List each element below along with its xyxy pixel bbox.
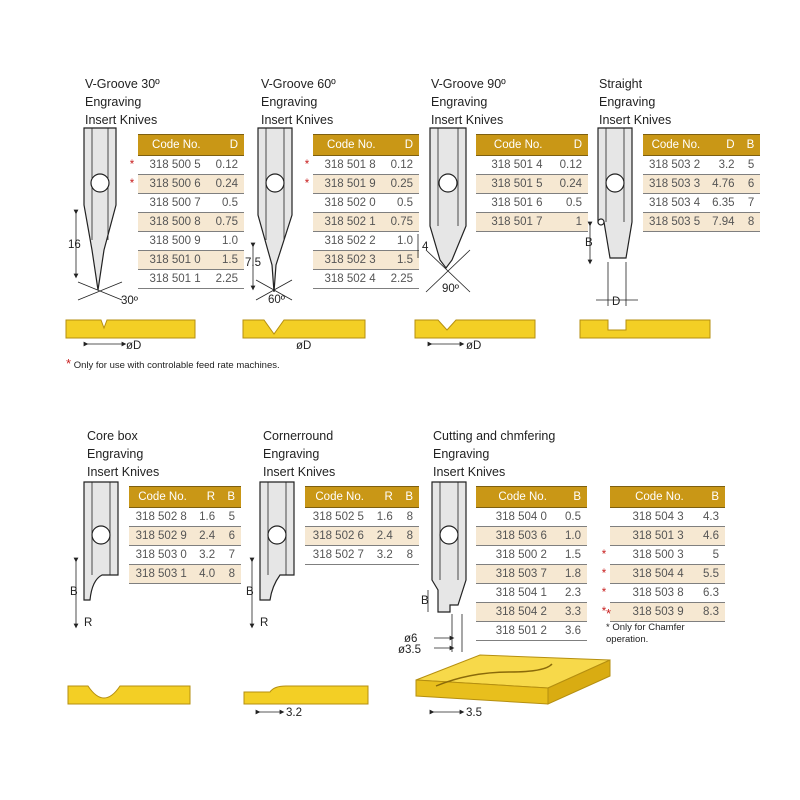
value-cell: 1.0: [553, 527, 587, 546]
groove-vg90: [415, 320, 535, 338]
column-header: Code No.: [305, 487, 370, 508]
dim-r-corebox: R: [84, 617, 93, 629]
code-cell: 318 500 5: [138, 156, 207, 175]
profile-cutting-plate: [416, 655, 610, 704]
value-cell: 0.5: [207, 194, 244, 213]
star-marker: *: [600, 584, 610, 603]
value-cell: 7: [221, 546, 241, 565]
title-vgroove60: V-Groove 60º Engraving Insert Knives: [261, 77, 336, 127]
value-cell: 1.8: [553, 565, 587, 584]
column-header: B: [399, 487, 419, 508]
code-cell: 318 502 2: [313, 232, 382, 251]
value-cell: 4.76: [706, 175, 740, 194]
code-cell: 318 504 1: [476, 584, 553, 603]
value-cell: 3.2: [706, 156, 740, 175]
dim-h-vg90: 4: [422, 241, 429, 253]
column-header: Code No.: [138, 135, 207, 156]
code-cell: 318 503 9: [610, 603, 690, 622]
value-cell: 4.6: [690, 527, 725, 546]
code-cell: 318 503 5: [643, 213, 706, 232]
code-cell: 318 502 0: [313, 194, 382, 213]
value-cell: 0.12: [382, 156, 419, 175]
code-cell: 318 502 3: [313, 251, 382, 270]
star-marker: *: [303, 175, 313, 194]
value-cell: 1.0: [207, 232, 244, 251]
title-vgroove30: V-Groove 30º Engraving Insert Knives: [85, 77, 160, 127]
knife-vgroove90: [426, 128, 470, 292]
value-cell: 0.24: [207, 175, 244, 194]
groove-label-vg90: øD: [466, 340, 482, 352]
value-cell: 5.5: [690, 565, 725, 584]
value-cell: 5: [741, 156, 761, 175]
value-cell: 0.12: [549, 156, 588, 175]
star-marker: *: [600, 565, 610, 584]
column-header: D: [382, 135, 419, 156]
column-header: D: [207, 135, 244, 156]
code-cell: 318 504 3: [610, 508, 690, 527]
column-header: D: [706, 135, 740, 156]
code-cell: 318 504 4: [610, 565, 690, 584]
value-cell: 6: [221, 527, 241, 546]
code-cell: 318 503 3: [643, 175, 706, 194]
groove-label-vg60: øD: [296, 340, 312, 352]
dim-h-vg30: 16: [68, 239, 81, 251]
knife-cornerround: [260, 482, 294, 600]
angle-vg60: 60º: [268, 294, 285, 306]
value-cell: 0.25: [382, 175, 419, 194]
knife-vgroove30: [78, 128, 122, 300]
angle-vg30: 30º: [121, 295, 138, 307]
star-marker: *: [600, 603, 610, 622]
dim-b-corebox: B: [70, 586, 78, 598]
column-header: B: [221, 487, 241, 508]
value-cell: 0.5: [549, 194, 588, 213]
column-header: Code No.: [313, 135, 382, 156]
star-marker: *: [600, 546, 610, 565]
value-cell: 1.5: [382, 251, 419, 270]
star-marker: *: [128, 156, 138, 175]
dim-h-vg60: 7.5: [245, 257, 261, 269]
value-cell: 6.3: [690, 584, 725, 603]
value-cell: 0.75: [382, 213, 419, 232]
value-cell: 8: [399, 508, 419, 527]
column-header: R: [370, 487, 399, 508]
value-cell: 3.6: [553, 622, 587, 641]
title-vgroove90: V-Groove 90º Engraving Insert Knives: [431, 77, 506, 127]
dim-d2-cutting: ø3.5: [398, 644, 422, 656]
column-header: B: [690, 487, 725, 508]
value-cell: 3.3: [553, 603, 587, 622]
title-cornerround: Cornerround Engraving Insert Knives: [263, 429, 336, 479]
value-cell: 0.75: [207, 213, 244, 232]
value-cell: 5: [690, 546, 725, 565]
chamfer-note: * * Only for Chamfer operation.: [606, 606, 685, 645]
code-cell: 318 501 9: [313, 175, 382, 194]
value-cell: 0.24: [549, 175, 588, 194]
star-marker: *: [128, 175, 138, 194]
code-cell: 318 501 8: [313, 156, 382, 175]
column-header: B: [741, 135, 761, 156]
value-cell: 7.94: [706, 213, 740, 232]
code-cell: 318 502 7: [305, 546, 370, 565]
code-cell: 318 501 3: [610, 527, 690, 546]
column-header: Code No.: [643, 135, 706, 156]
value-cell: 8: [399, 546, 419, 565]
code-cell: 318 500 8: [138, 213, 207, 232]
code-cell: 318 501 1: [138, 270, 207, 289]
profile-corebox: [68, 686, 190, 704]
value-cell: 0.12: [207, 156, 244, 175]
code-cell: 318 503 4: [643, 194, 706, 213]
value-cell: 8: [741, 213, 761, 232]
value-cell: 2.25: [382, 270, 419, 289]
value-cell: 1.5: [207, 251, 244, 270]
value-cell: 3.2: [193, 546, 221, 565]
value-cell: 1.0: [382, 232, 419, 251]
knife-cutting: [432, 482, 466, 612]
code-cell: 318 502 8: [129, 508, 193, 527]
column-header: R: [193, 487, 221, 508]
value-cell: 1.6: [370, 508, 399, 527]
star-marker: *: [303, 156, 313, 175]
code-cell: 318 501 6: [476, 194, 549, 213]
profile-cornerround: [244, 686, 368, 704]
value-cell: 8: [399, 527, 419, 546]
value-cell: 2.4: [193, 527, 221, 546]
value-cell: 4.3: [690, 508, 725, 527]
code-cell: 318 501 0: [138, 251, 207, 270]
code-cell: 318 502 9: [129, 527, 193, 546]
value-cell: 8: [221, 565, 241, 584]
value-cell: 5: [221, 508, 241, 527]
dim-d-straight: D: [612, 296, 621, 308]
title-corebox: Core box Engraving Insert Knives: [87, 429, 160, 479]
groove-vg30: [66, 320, 195, 338]
dim-d1-cutting: ø6: [404, 633, 418, 645]
dim-b-cutting: B: [421, 595, 429, 607]
code-cell: 318 502 6: [305, 527, 370, 546]
code-cell: 318 503 1: [129, 565, 193, 584]
code-cell: 318 501 5: [476, 175, 549, 194]
code-cell: 318 504 2: [476, 603, 553, 622]
dim-b-cornerround: B: [246, 586, 254, 598]
code-cell: 318 500 9: [138, 232, 207, 251]
column-header: D: [549, 135, 588, 156]
code-cell: 318 503 8: [610, 584, 690, 603]
code-cell: 318 503 2: [643, 156, 706, 175]
code-cell: 318 500 3: [610, 546, 690, 565]
column-header: Code No.: [129, 487, 193, 508]
column-header: Code No.: [476, 135, 549, 156]
value-cell: 4.0: [193, 565, 221, 584]
knife-straight: [598, 128, 632, 258]
code-cell: 318 500 7: [138, 194, 207, 213]
value-cell: 1.6: [193, 508, 221, 527]
groove-label-cornerround: 3.2: [286, 707, 302, 719]
footnote: * Only for use with controlable feed rate machines.: [66, 356, 280, 371]
code-cell: 318 503 7: [476, 565, 553, 584]
groove-vg60: [243, 320, 365, 338]
title-straight: Straight Engraving Insert Knives: [599, 77, 672, 127]
code-cell: 318 503 0: [129, 546, 193, 565]
knife-vgroove60: [256, 128, 292, 300]
value-cell: 0.5: [382, 194, 419, 213]
dim-r-cornerround: R: [260, 617, 269, 629]
value-cell: 8.3: [690, 603, 725, 622]
column-header: Code No.: [610, 487, 690, 508]
value-cell: 2.3: [553, 584, 587, 603]
knife-corebox: [84, 482, 118, 600]
value-cell: 3.2: [370, 546, 399, 565]
code-cell: 318 501 2: [476, 622, 553, 641]
groove-straight: [580, 320, 710, 338]
code-cell: 318 502 5: [305, 508, 370, 527]
dim-b-straight: B: [585, 237, 593, 249]
groove-label-vg30: øD: [126, 340, 142, 352]
title-cutting: Cutting and chmfering Engraving Insert Knives: [433, 429, 556, 479]
code-cell: 318 504 0: [476, 508, 553, 527]
groove-label-cutting: 3.5: [466, 707, 482, 719]
value-cell: 2.4: [370, 527, 399, 546]
code-cell: 318 501 4: [476, 156, 549, 175]
code-cell: 318 502 4: [313, 270, 382, 289]
angle-vg90: 90º: [442, 283, 459, 295]
value-cell: 0.5: [553, 508, 587, 527]
column-header: Code No.: [476, 487, 553, 508]
value-cell: 7: [741, 194, 761, 213]
value-cell: 6: [741, 175, 761, 194]
column-header: B: [553, 487, 587, 508]
code-cell: 318 502 1: [313, 213, 382, 232]
code-cell: 318 500 6: [138, 175, 207, 194]
code-cell: 318 503 6: [476, 527, 553, 546]
value-cell: 6.35: [706, 194, 740, 213]
value-cell: 1: [549, 213, 588, 232]
value-cell: 2.25: [207, 270, 244, 289]
code-cell: 318 501 7: [476, 213, 549, 232]
value-cell: 1.5: [553, 546, 587, 565]
code-cell: 318 500 2: [476, 546, 553, 565]
